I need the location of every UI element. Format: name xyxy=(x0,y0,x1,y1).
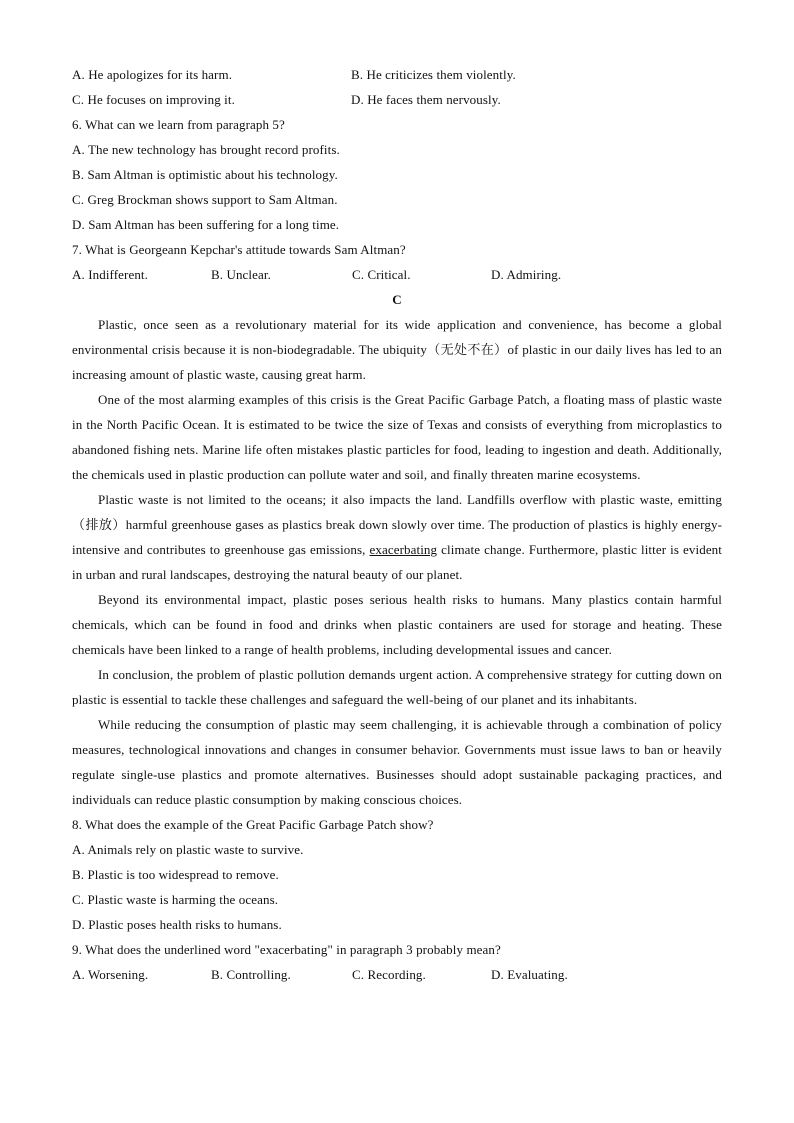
q5-option-c: C. He focuses on improving it. xyxy=(72,92,235,107)
q8-question: 8. What does the example of the Great Pacific Garbage Patch show? xyxy=(72,817,434,832)
q8-option-a: A. Animals rely on plastic waste to survive. xyxy=(72,842,304,857)
paragraph-2: One of the most alarming examples of this crisis is the Great Pacific Garbage Patch, a floating mass of plastic waste in the North Pacific Ocean. It is estimated to be twice the size of Texas and consists of everything from microplastics to abandoned fishing nets. Marine life often mistakes plastic particles for food, leading to ingestion and death. Additionally, the chemicals used in plastic production can pollute water and soil, and finally threaten marine ecosystems. xyxy=(72,392,722,482)
paragraph-3-after: climate change. Furthermore, plastic litter is evident in urban and rural landscapes, destroying the natural beauty of our planet. xyxy=(72,542,722,582)
q8-option-d: D. Plastic poses health risks to humans. xyxy=(72,917,282,932)
paragraph-5: In conclusion, the problem of plastic pollution demands urgent action. A comprehensive strategy for cutting down on plastic is essential to tackle these challenges and safeguard the well-being of our planet and its inhabitants. xyxy=(72,667,722,707)
passage xyxy=(72,312,722,812)
section-heading: C xyxy=(392,292,402,307)
q9-option-b: B. Controlling. xyxy=(211,967,291,982)
q9-option-d: D. Evaluating. xyxy=(491,967,568,982)
q6-option-d: D. Sam Altman has been suffering for a long time. xyxy=(72,217,340,232)
q7-options-row xyxy=(72,262,722,287)
underlined-word: exacerbating xyxy=(369,542,438,557)
q8-option-c: C. Plastic waste is harming the oceans. xyxy=(72,892,279,907)
q5-option-b: B. He criticizes them violently. xyxy=(351,67,516,82)
q5-option-d: D. He faces them nervously. xyxy=(351,92,501,107)
q5-options-row-1 xyxy=(72,62,722,87)
q7-option-d: D. Admiring. xyxy=(491,267,562,282)
q7-option-c: C. Critical. xyxy=(352,267,411,282)
q5-options-row-2 xyxy=(72,87,722,112)
paragraph-1: Plastic, once seen as a revolutionary material for its wide application and convenience, has become a global environmental crisis because it is non-biodegradable. The ubiquity（无处不在）of plastic in our daily lives has led to an increasing amount of plastic waste, causing great harm. xyxy=(72,317,722,382)
paragraph-3 xyxy=(72,487,722,587)
q7-option-a: A. Indifferent. xyxy=(72,267,148,282)
paragraph-6: While reducing the consumption of plastic may seem challenging, it is achievable through a combination of policy measures, technological innovations and changes in consumer behavior. Governments must issue laws to ban or heavily regulate single-use plastics and promote alternatives. Businesses should adopt sustainable packaging practices, and individuals can reduce plastic consumption by making conscious choices. xyxy=(72,717,722,807)
q9-question: 9. What does the underlined word "exacerbating" in paragraph 3 probably mean? xyxy=(72,942,501,957)
q8-option-b: B. Plastic is too widespread to remove. xyxy=(72,867,279,882)
q6-option-b: B. Sam Altman is optimistic about his technology. xyxy=(72,167,338,182)
q7-question: 7. What is Georgeann Kepchar's attitude towards Sam Altman? xyxy=(72,242,406,257)
q5-option-a: A. He apologizes for its harm. xyxy=(72,67,233,82)
paragraph-4: Beyond its environmental impact, plastic poses serious health risks to humans. Many plastics contain harmful chemicals, which can be found in food and drinks when plastic containers are used for storage and heating. These chemicals have been linked to a range of health problems, including developmental issues and cancer. xyxy=(72,592,722,657)
q9-option-a: A. Worsening. xyxy=(72,967,149,982)
q7-option-b: B. Unclear. xyxy=(211,267,271,282)
exam-page xyxy=(72,62,722,987)
paragraph-3-before: Plastic waste is not limited to the oceans; it also impacts the land. Landfills overflow with plastic waste, emitting （排放）harmful greenhouse gases as plastics break down slowly over time. The production of plastics is highly energy-intensive and contributes to greenhouse gas emissions, xyxy=(72,492,722,557)
q6-option-a: A. The new technology has brought record profits. xyxy=(72,142,340,157)
q6-option-c: C. Greg Brockman shows support to Sam Altman. xyxy=(72,192,338,207)
q9-option-c: C. Recording. xyxy=(352,967,426,982)
q9-options-row xyxy=(72,962,722,987)
q6-question: 6. What can we learn from paragraph 5? xyxy=(72,117,285,132)
